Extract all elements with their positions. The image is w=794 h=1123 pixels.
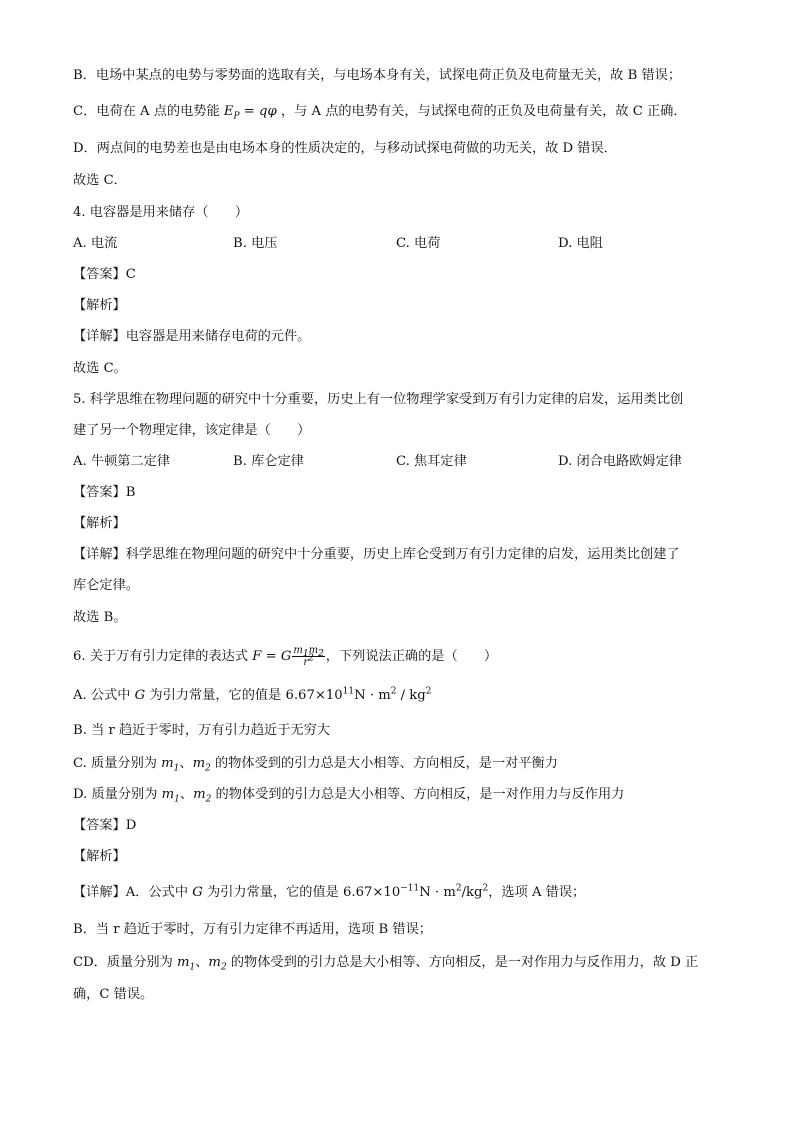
q4-stem: 4. 电容器是用来储存（ ） xyxy=(73,205,249,220)
q4-option-d: D. 电阻 xyxy=(558,236,603,251)
q4-option-c: C. 电荷 xyxy=(396,236,441,251)
q5-detail-line1: 【详解】科学思维在物理问题的研究中十分重要，历史上库仑受到万有引力定律的启发，运用类比创建了 xyxy=(73,547,680,562)
q6-detail-a: 【详解】A．公式中 G 为引力常量，它的值是 $6.67\times 10^{-11}N \cdot m^2/kg^2$，选项 A 错误； xyxy=(73,883,586,900)
q5-detail-line2: 库仑定律。 xyxy=(73,578,139,593)
q4-option-b: B. 电压 xyxy=(233,236,278,251)
q5-answer: 【答案】B xyxy=(73,485,136,500)
q5-analysis-tag: 【解析】 xyxy=(73,516,126,531)
q4-conclusion: 故选 C。 xyxy=(73,361,127,376)
q5-option-c: C. 焦耳定律 xyxy=(396,454,467,469)
prev-option-b-explanation: B．电场中某点的电势与零势面的选取有关，与电场本身有关，试探电荷正负及电荷量无关，故 B 错误； xyxy=(73,68,682,83)
q6-detail-b: B．当 r 趋近于零时，万有引力定律不再适用，选项 B 错误； xyxy=(73,922,432,937)
q4-analysis-tag: 【解析】 xyxy=(73,298,126,313)
q5-conclusion: 故选 B。 xyxy=(73,610,127,625)
prev-option-c-explanation: C．电荷在 A 点的电势能 $E_P = q\varphi$ ，与 A 点的电势有关，与试探电荷的正负及电荷量有关，故 C 正确． xyxy=(73,104,687,122)
formula-gravitation: F = G $\frac{m_1m_2}{r^2}$ xyxy=(252,645,324,668)
q6-analysis-tag: 【解析】 xyxy=(73,849,126,864)
q6-option-b: B. 当 r 趋近于零时，万有引力趋近于无穷大 xyxy=(73,723,330,738)
q6-option-c: C. 质量分别为 $m_1$、$m_2$ 的物体受到的引力总是大小相等、方向相反，是一对平衡力 xyxy=(73,756,558,774)
formula-ep: $E_P = q\varphi$ xyxy=(223,104,277,122)
prev-conclusion: 故选 C． xyxy=(73,173,127,188)
q4-answer: 【答案】C xyxy=(73,267,136,282)
q4-option-a: A. 电流 xyxy=(73,236,118,251)
q6-option-d: D. 质量分别为 $m_1$、$m_2$ 的物体受到的引力总是大小相等、方向相反，是一对作用力与反作用力 xyxy=(73,787,625,805)
q5-option-a: A. 牛顿第二定律 xyxy=(73,454,171,469)
prev-option-d-explanation: D．两点间的电势差也是由电场本身的性质决定的，与移动试探电荷做的功无关，故 D 错误． xyxy=(73,141,617,156)
q6-answer: 【答案】D xyxy=(73,818,137,833)
q6-detail-cd-line1: CD．质量分别为 $m_1$、$m_2$ 的物体受到的引力总是大小相等、方向相反，是一对作用力与反作用力，故 D 正 xyxy=(73,955,699,973)
q5-option-b: B. 库仑定律 xyxy=(233,454,304,469)
q5-stem-line1: 5. 科学思维在物理问题的研究中十分重要，历史上有一位物理学家受到万有引力定律的启发，运用类比创 xyxy=(73,392,684,407)
q4-detail: 【详解】电容器是用来储存电荷的元件。 xyxy=(73,329,311,344)
q6-stem: 6. 关于万有引力定律的表达式 F = G $\frac{m_1m_2}{r^2}$ ，下列说法正确的是（ ） xyxy=(73,645,498,668)
q6-option-a: A. 公式中 G 为引力常量，它的值是 $6.67\times 10^{11}N \cdot m^2 / kg^2$ xyxy=(73,686,432,703)
q5-option-d: D. 闭合电路欧姆定律 xyxy=(558,454,682,469)
q6-detail-cd-line2: 确，C 错误。 xyxy=(73,987,154,1002)
q5-stem-line2: 建了另一个物理定律，该定律是（ ） xyxy=(73,423,311,438)
